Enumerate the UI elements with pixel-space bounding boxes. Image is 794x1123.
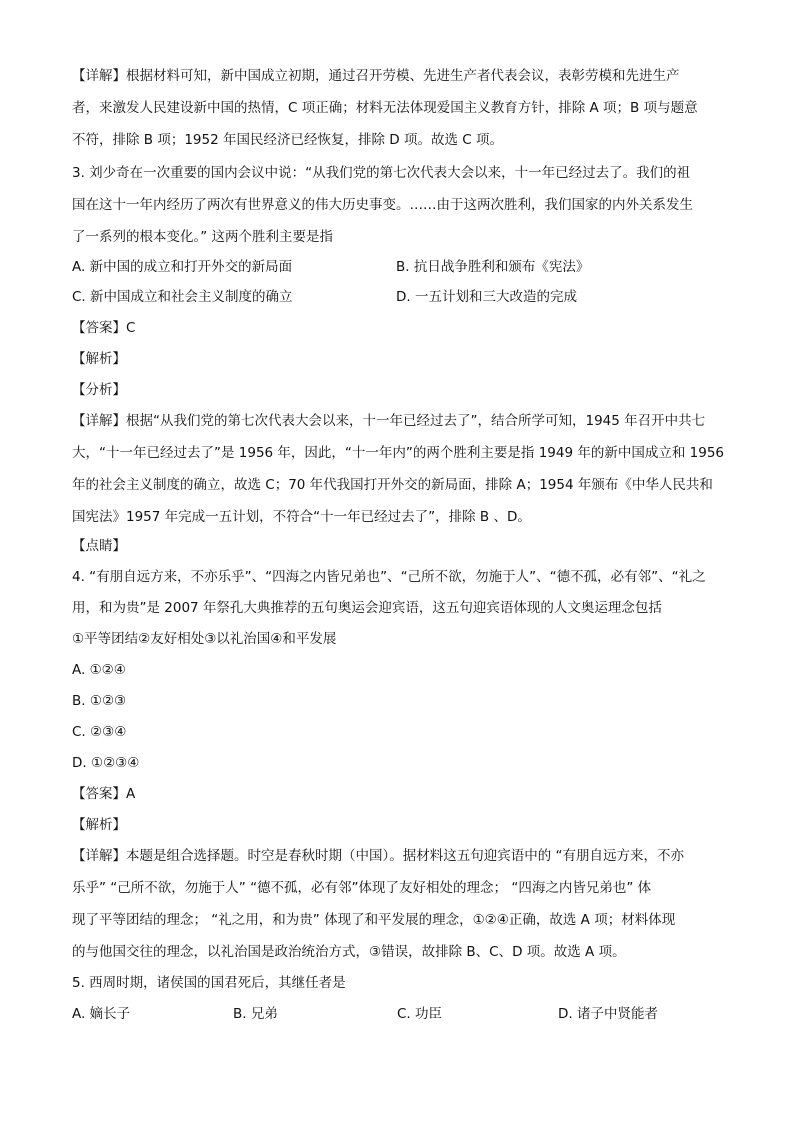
q3-detail-line: 年的社会主义制度的确立，故选 C；70 年代我国打开外交的新局面，排除 A；1954 年颁布《中华人民共和 (72, 477, 713, 493)
q4-detail-line: 现了平等团结的理念； “礼之用，和为贵” 体现了和平发展的理念，①②④正确，故选 A 项；材料体现 (72, 912, 676, 928)
q5-option-d: D. 诸子中贤能者 (558, 1006, 658, 1022)
q3-analysis-label: 【解析】 (72, 351, 126, 367)
q3-detail-line: 【详解】根据“从我们党的第七次代表大会以来，十一年已经过去了”，结合所学可知，1945 年召开中共七 (72, 413, 706, 429)
q5-option-b: B. 兄弟 (233, 1006, 278, 1022)
q3-fenxi-label: 【分析】 (72, 382, 126, 398)
q4-detail-line: 【详解】本题是组合选择题。时空是春秋时期（中国）。据材料这五句迎宾语中的 “有朋自远方来，不亦 (72, 848, 685, 864)
q3-dianjing-label: 【点睛】 (72, 538, 126, 554)
q3-option-c: C. 新中国成立和社会主义制度的确立 (72, 289, 293, 305)
q2-detail-line: 【详解】根据材料可知，新中国成立初期，通过召开劳模、先进生产者代表会议，表彰劳模和先进生产 (72, 68, 680, 84)
q3-answer: 【答案】C (72, 320, 136, 336)
q3-detail-line: 国宪法》1957 年完成一五计划，不符合“十一年已经过去了”，排除 B 、D。 (72, 509, 531, 525)
q4-analysis-label: 【解析】 (72, 817, 126, 833)
q4-option-a: A. ①②④ (72, 662, 126, 678)
q5-option-a: A. 嫡长子 (72, 1006, 131, 1022)
q4-option-d: D. ①②③④ (72, 755, 140, 771)
q4-detail-line: 乐乎” “己所不欲，勿施于人” “德不孤，必有邻”体现了友好相处的理念； “四海之内皆兄弟也” 体 (72, 880, 652, 896)
q3-stem-line: 3. 刘少奇在一次重要的国内会议中说：“从我们党的第七次代表大会以来，十一年已经过去了。我们的祖 (72, 165, 691, 181)
q3-stem-line: 了一系列的根本变化。” 这两个胜利主要是指 (72, 229, 334, 245)
q4-stem-line: 4. “有朋自远方来，不亦乐乎”、“四海之内皆兄弟也”、“己所不欲，勿施于人”、“德不孤，必有邻”、“礼之 (72, 569, 706, 585)
q2-detail-line: 不符，排除 B 项；1952 年国民经济已经恢复，排除 D 项。故选 C 项。 (72, 132, 503, 148)
q4-detail-line: 的与他国交往的理念，以礼治国是政治统治方式，③错误，故排除 B、C、D 项。故选 A 项。 (72, 944, 626, 960)
q3-stem-line: 国在这十一年内经历了两次有世界意义的伟大历史事变。……由于这两次胜利，我们国家的内外关系发生 (72, 197, 693, 213)
q4-option-c: C. ②③④ (72, 724, 127, 740)
q5-option-c: C. 功臣 (397, 1006, 443, 1022)
q2-detail-line: 者，来激发人民建设新中国的热情，C 项正确；材料无法体现爱国主义教育方针，排除 A 项；B 项与题意 (72, 100, 698, 116)
q3-option-b: B. 抗日战争胜利和颁布《宪法》 (396, 259, 590, 275)
q4-option-b: B. ①②③ (72, 693, 127, 709)
q3-option-d: D. 一五计划和三大改造的完成 (396, 289, 577, 305)
q5-stem: 5. 西周时期，诸侯国的国君死后，其继任者是 (72, 975, 346, 991)
q4-stem-line: 用，和为贵”是 2007 年祭孔大典推荐的五句奥运会迎宾语，这五句迎宾语体现的人文奥运理念包括 (72, 600, 662, 616)
q3-detail-line: 大，“十一年已经过去了”是 1956 年，因此，“十一年内”的两个胜利主要是指 1949 年的新中国成立和 1956 (72, 445, 725, 461)
q4-stem-line: ①平等团结②友好相处③以礼治国④和平发展 (72, 631, 337, 647)
q4-answer: 【答案】A (72, 786, 136, 802)
q3-option-a: A. 新中国的成立和打开外交的新局面 (72, 259, 293, 275)
